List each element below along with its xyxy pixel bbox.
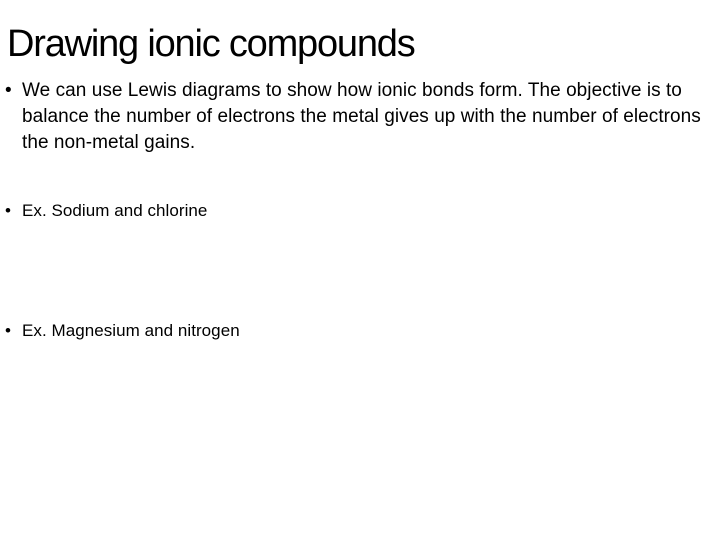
bullet-marker: • xyxy=(5,80,12,101)
slide-title: Drawing ionic compounds xyxy=(7,23,415,65)
bullet-marker: • xyxy=(5,321,12,340)
bullet-item-sodium-chlorine xyxy=(5,198,705,224)
bullet-text: Ex. Sodium and chlorine xyxy=(22,201,208,220)
bullet-item-lewis-diagrams xyxy=(5,78,705,156)
bullet-marker: • xyxy=(5,201,12,220)
bullet-text: Ex. Magnesium and nitrogen xyxy=(22,321,240,340)
bullet-text: We can use Lewis diagrams to show how ionic bonds form. The objective is to balance the number of electrons the metal gives up with the number of electrons the non-metal gains. xyxy=(22,80,701,153)
bullet-item-magnesium-nitrogen xyxy=(5,318,705,344)
